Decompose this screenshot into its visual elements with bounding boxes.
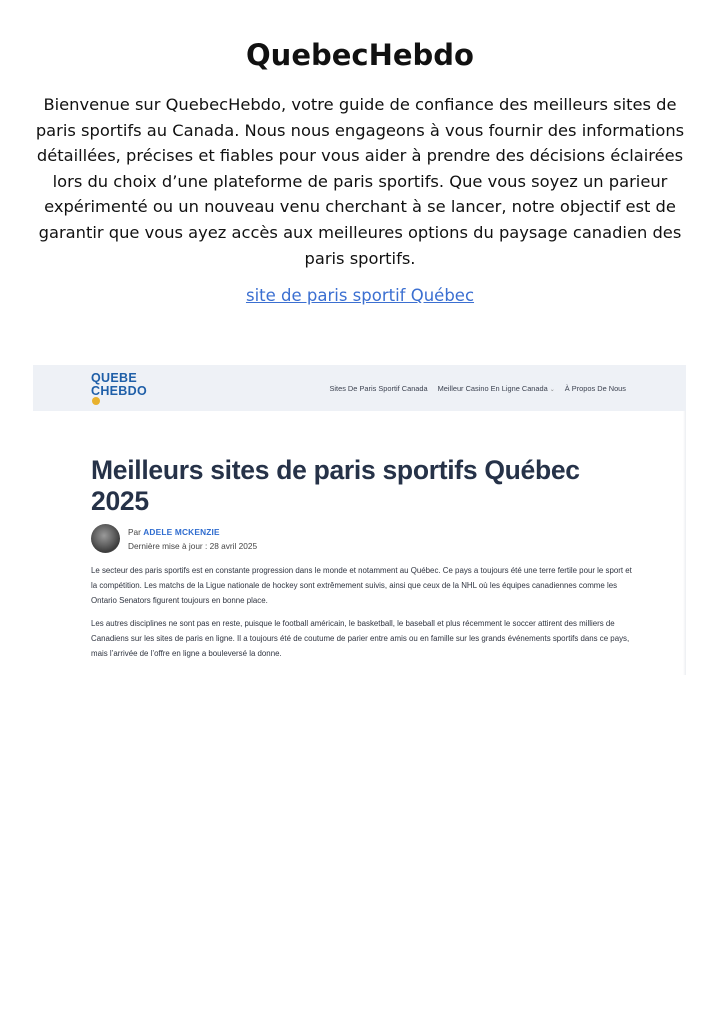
author-avatar (91, 524, 120, 553)
website-screenshot (33, 365, 686, 675)
article-heading: Meilleurs sites de paris sportifs Québec 2025 (91, 455, 580, 516)
nav-item-online-casino[interactable]: Meilleur Casino En Ligne Canada ⌄ (437, 384, 555, 393)
document-title: QuebecHebdo (246, 38, 474, 72)
site-nav (329, 384, 626, 393)
sports-betting-link[interactable]: site de paris sportif Québec (245, 286, 475, 305)
chevron-down-icon: ⌄ (549, 387, 555, 393)
article-paragraph-1: Le secteur des paris sportifs est en constante progression dans le monde et notamment au Québec. Ce pays a toujours été une terre fertile pour le sport et la compétition. Les matchs de la Ligue nationale de hockey sont extrêmement suivis, ainsi que ceux de la NHL où les équipes canadiennes comme les Ontario Senators figurent toujours en bonne place. (91, 566, 632, 605)
nav-item-about[interactable]: À Propos De Nous (564, 384, 626, 393)
author-link[interactable]: ADELE MCKENZIE (143, 527, 220, 537)
logo-line-2: CHEBDO (91, 385, 161, 406)
logo-line-1: QUEBE (91, 371, 137, 385)
byline-prefix: Par (128, 527, 141, 537)
nav-item-sports-betting-sites[interactable]: Sites De Paris Sportif Canada (329, 384, 428, 393)
logo-dot-icon (92, 397, 100, 405)
intro-paragraph: Bienvenue sur QuebecHebdo, votre guide de confiance des meilleurs sites de paris sportifs au Canada. Nous nous engageons à vous fournir des informations détaillées, précises et fiables pour vous aider à prendre des décisions éclairées lors du choix d’une plateforme de paris sportifs. Que vous soyez un parieur expérimenté ou un nouveau venu cherchant à se lancer, notre objectif est de garantir que vous ayez accès aux meilleures options du paysage canadien des paris sportifs. (35, 95, 685, 268)
right-edge-shadow (683, 411, 686, 675)
article-paragraph-2: Les autres disciplines ne sont pas en reste, puisque le football américain, le basketball, le baseball et plus récemment le soccer attirent des milliers de Canadiens sur les sites de paris en ligne. Il a toujours été de coutume de parier entre amis ou en famille sur les grands événements sportifs dans ce pays, mais l’arrivée de l’offre en ligne a bouleversé la donne. (91, 619, 630, 658)
site-logo[interactable] (91, 372, 161, 402)
last-updated: Dernière mise à jour : 28 avril 2025 (128, 541, 258, 551)
site-header (33, 365, 686, 411)
byline (128, 527, 220, 537)
